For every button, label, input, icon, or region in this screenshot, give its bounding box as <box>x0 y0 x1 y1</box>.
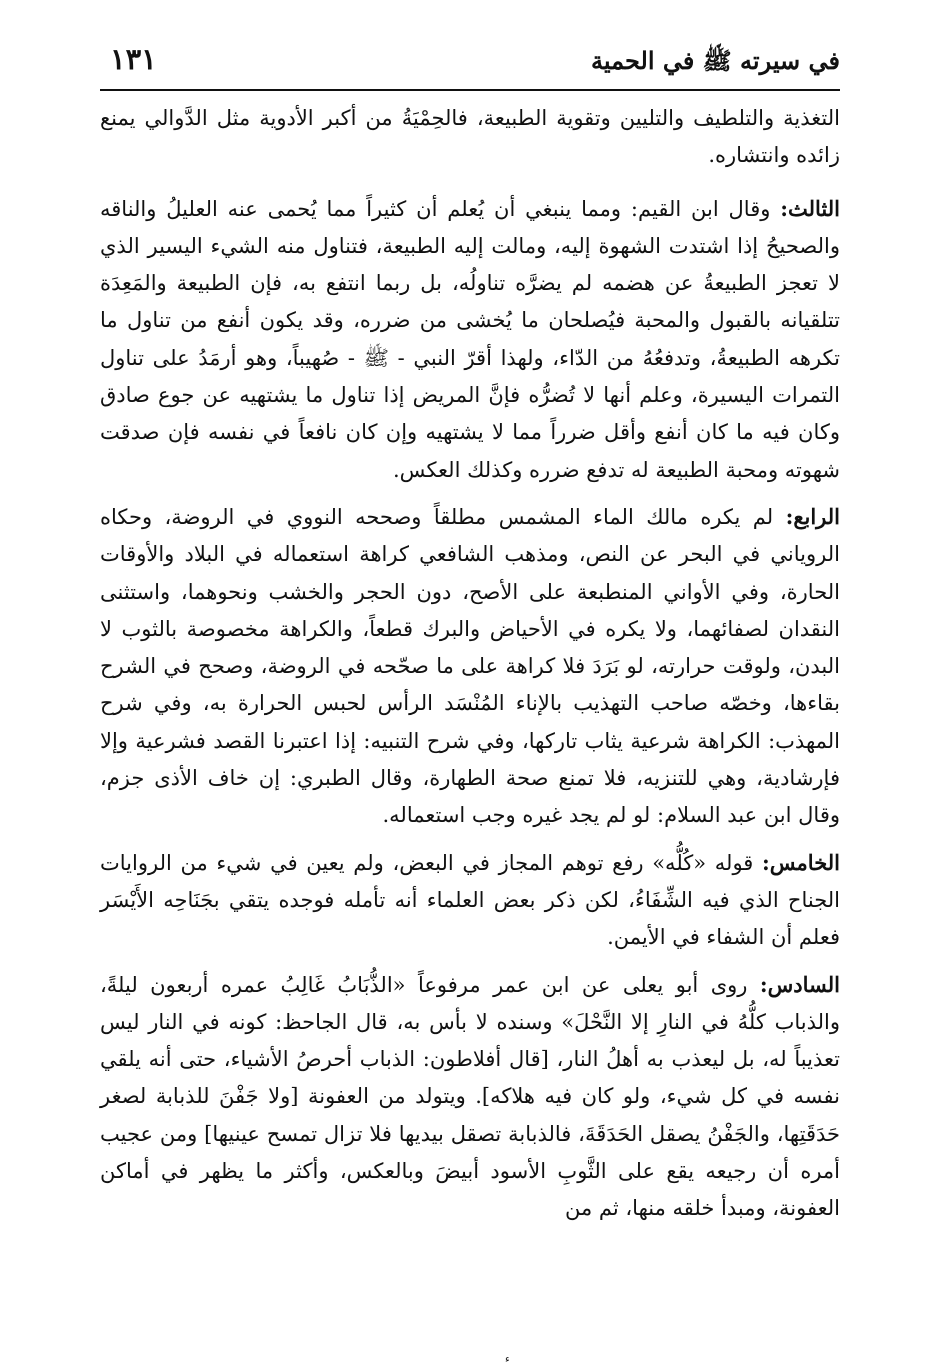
paragraph-heading: الخامس: <box>762 849 840 875</box>
paragraph-third <box>100 190 840 489</box>
paragraph-heading: الثالث: <box>780 195 840 221</box>
running-title: في سيرته ﷺ في الحمية <box>591 46 840 75</box>
header-rule <box>100 89 840 91</box>
paragraph-text: التغذية والتلطيف والتليين وتقوية الطبيعة، فالحِمْيَةُ من أكبر الأدوية مثل الدَّوالي يمنع زائده وانتشاره. <box>100 106 840 168</box>
page-body <box>100 100 840 1340</box>
paragraph-heading: الرابع: <box>785 503 840 529</box>
paragraph-sixth <box>100 966 840 1228</box>
paragraph-fifth <box>100 844 840 957</box>
page-number: ١٣١ <box>110 42 157 76</box>
paragraph-text: روى أبو يعلى عن ابن عمر مرفوعاً «الذُّبَابُ غَالِبُ عمره أربعون ليلةً، والذباب كلُّهُ في النارِ إلا النَّحْلَ» وسنده لا بأس به، قال الجاحظ: كونه في النار ليس تعذيباً له، بل ليعذب به أهلُ النار، [قال أفلاطون: الذباب أحرصُ الأشياء، حتى أنه يلقي نفسه في كل شيء، ولو كان فيه هلاكه]. ويتولد من العفونة [ولا جَفْنَ للذبابة لصغر حَدَقَتِها، والجَفْنُ يصقل الحَدَقَةَ، فالذبابة تصقل بيديها فلا تزال تمسح عينيها] ومن عجيب أمره أن رجيعه يقع على الثَّوبِ الأسود أبيضَ وبالعكس، وأكثر ما يظهر في أماكن العفونة، ومبدأ خلقه منها، ثم من <box>100 972 840 1221</box>
paragraph-continued <box>100 100 840 175</box>
page-header <box>100 40 840 96</box>
paragraph-text: قوله «كُلُّه» رفع توهم المجاز في البعض، ولم يعين في شيء من الروايات الجناح الذي فيه الشِّفَاءُ، لكن ذكر بعض العلماء أنه تأمله فوجده يتقي بجَنَاحِه الأَيْسَر فعلم أن الشفاء في الأيمن. <box>100 850 840 950</box>
page-foot-mark: ء <box>505 1354 510 1365</box>
paragraph-text: لم يكره مالك الماء المشمس مطلقاً وصححه النووي في الروضة، وحكاه الروياني في البحر عن النص، ومذهب الشافعي كراهة استعماله في البلاد والأوقات الحارة، وفي الأواني المنطبعة على الأصح، دون الحجر والخشب ونحوهما، واستثنى النقدان لصفائهما، ولا يكره في الأحياض والبرك قطعاً، والكراهة مخصوصة بالثوب لا البدن، ولوقت حرارته، لو بَرَدَ فلا كراهة على ما صحّحه في الروضة، وصحح في الشرح بقاءها، وخصّه صاحب التهذيب بالإناء المُنْسَد الرأس لحبس الحرارة به، وفي شرح المهذب: الكراهة شرعية يثاب تاركها، وفي شرح التنبيه: إذا اعتبرنا القصد فشرعية وإلا فإرشادية، وهي للتنزيه، فلا تمنع صحة الطهارة، وقال الطبري: إن خاف الأذى جزم، وقال ابن عبد السلام: لو لم يجد غيره وجب استعماله. <box>100 504 840 828</box>
paragraph-fourth <box>100 498 840 835</box>
paragraph-heading: السادس: <box>759 971 840 997</box>
paragraph-text: وقال ابن القيم: ومما ينبغي أن يُعلم أن كثيراً مما يُحمى عنه العليلُ والناقه والصحيحُ إذا اشتدت الشهوة إليه، ومالت إليه الطبيعة، فتناول منه الشيء اليسير الذي لا تعجز الطبيعةُ عن هضمه لم يضرَّه تناولُه، بل ربما انتفع به، فإن الطبيعة والمَعِدَة تتلقيانه بالقبول والمحبة فيُصلحان ما يُخشى من ضرره، وقد يكون أنفع من تناول ما تكرهه الطبيعةُ، وتدفعُهُ من الدّاء، ولهذا أقرّ النبي - ﷺ - صُهيباً، وهو أرمَدُ على تناول التمرات اليسيرة، وعلم أنها لا تُضرُّه فإنَّ المريض إذا تناول ما يشتهيه عن جوع صادق وكان فيه ما كان أنفع وأقل ضرراً مما لا يشتهيه وإن كان نافعاً في نفسه فإن صدقت شهوته ومحبة الطبيعة له تدفع ضرره وكذلك العكس. <box>100 196 840 482</box>
